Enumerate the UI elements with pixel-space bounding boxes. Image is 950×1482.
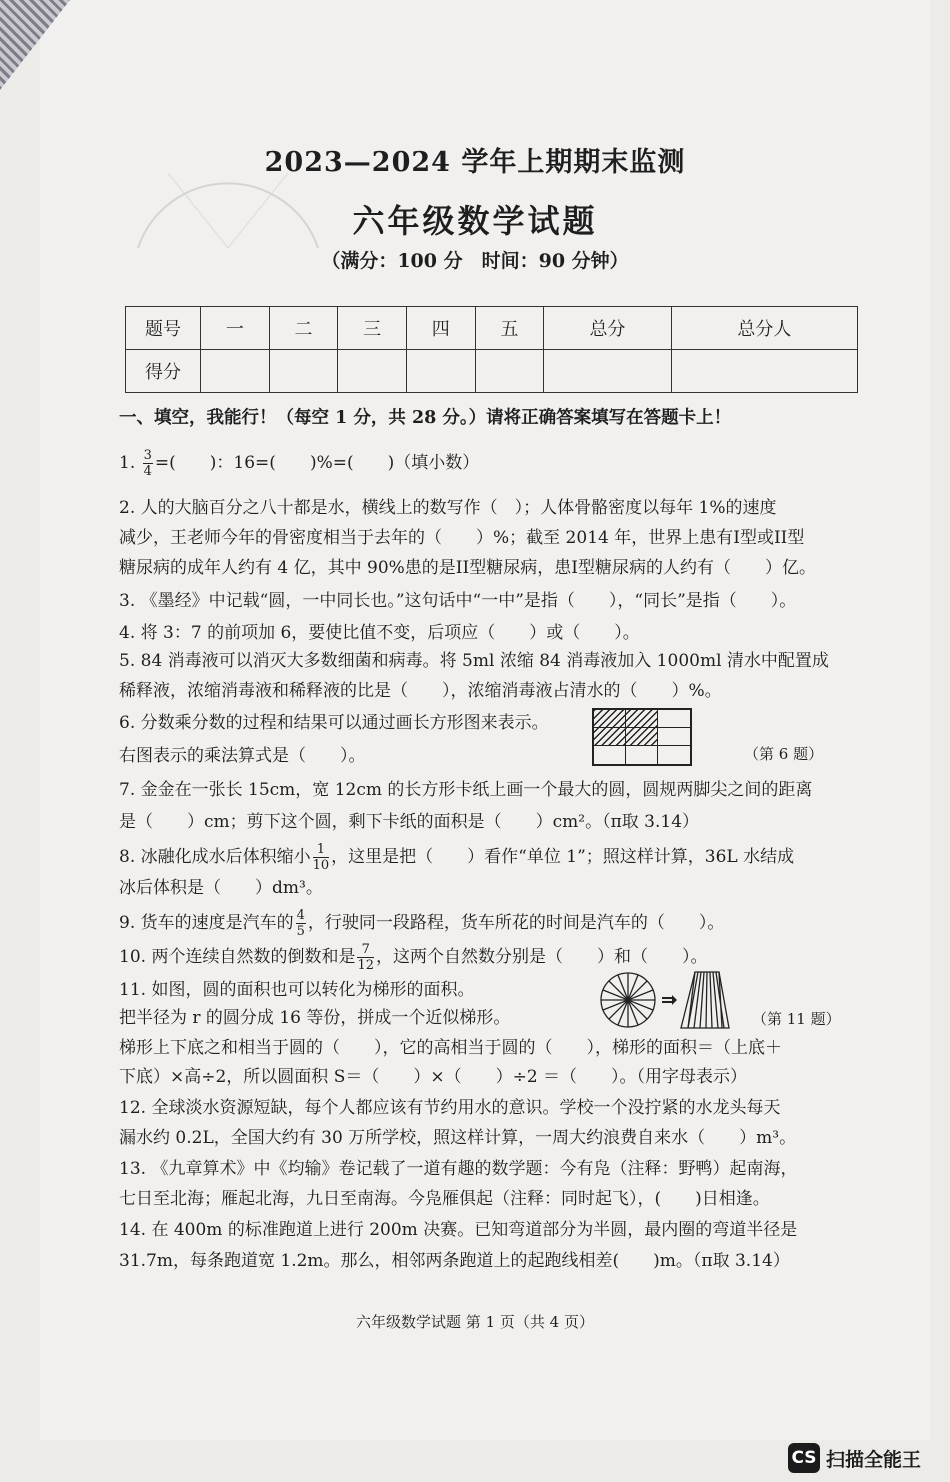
fraction-denominator: 10 bbox=[312, 858, 330, 873]
question-11-line-1: 11. 如图，圆的面积也可以转化为梯形的面积。 bbox=[119, 980, 475, 1000]
grid-line bbox=[625, 710, 626, 764]
grid-line bbox=[657, 710, 658, 764]
scanner-app-name: 扫描全能王 bbox=[826, 1448, 922, 1471]
question-3: 3. 《墨经》中记载“圆，一中同长也。”这句话中“一中”是指（ ），“同长”是指（ ）。 bbox=[119, 591, 797, 611]
camscanner-logo-icon: CS bbox=[788, 1443, 820, 1473]
exam-title-subject: 六年级数学试题 bbox=[352, 202, 598, 240]
question-number: 1. bbox=[119, 453, 136, 473]
question-11-line-4: 下底）×高÷2，所以圆面积 S＝（ ）×（ ）÷2 ＝（ ）。（用字母表示） bbox=[119, 1067, 748, 1087]
score-table-score-row bbox=[126, 350, 858, 393]
fraction-denominator: 4 bbox=[143, 464, 152, 479]
question-11-line-3: 梯形上下底之和相当于圆的（ ），它的高相当于圆的（ ），梯形的面积＝（上底＋ bbox=[119, 1038, 782, 1058]
fraction bbox=[143, 448, 153, 479]
sectored-circle bbox=[601, 973, 655, 1027]
question-5-line-1: 5. 84 消毒液可以消灭大多数细菌和病毒。将 5ml 浓缩 84 消毒液加入 1000ml 清水中配置成 bbox=[119, 651, 829, 671]
approximate-trapezoid bbox=[681, 972, 729, 1028]
question-7-line-1: 7. 金金在一张长 15cm，宽 12cm 的长方形卡纸上画一个最大的圆，圆规两脚尖之间的距离 bbox=[119, 780, 813, 800]
question-text: =( )：16=( )%=( )（填小数） bbox=[154, 453, 480, 473]
fraction bbox=[313, 842, 330, 873]
question-text: ，这两个自然数分别是（ ）和（ ）。 bbox=[376, 947, 708, 967]
circle-to-trapezoid-figure bbox=[598, 968, 748, 1034]
exam-info: （满分：100 分 时间：90 分钟） bbox=[321, 250, 629, 272]
fraction bbox=[296, 908, 306, 939]
score-cell: 一 bbox=[201, 307, 270, 350]
score-table bbox=[125, 306, 858, 393]
section-1-heading: 一、填空，我能行！（每空 1 分，共 28 分。）请将正确答案填写在答题卡上！ bbox=[119, 408, 732, 428]
score-entry bbox=[406, 350, 475, 393]
question-text: 9. 货车的速度是汽车的 bbox=[119, 913, 294, 933]
question-6-line-1: 6. 分数乘分数的过程和结果可以通过画长方形图来表示。 bbox=[119, 713, 549, 733]
question-7-line-2: 是（ ）cm；剪下这个圆，剩下卡纸的面积是（ ）cm²。（π取 3.14） bbox=[119, 812, 700, 832]
question-8-line-1 bbox=[119, 842, 794, 873]
fraction-numerator: 1 bbox=[313, 842, 330, 858]
exam-title-year: 2023—2024 学年上期期末监测 bbox=[264, 147, 686, 178]
score-cell: 四 bbox=[406, 307, 475, 350]
fraction-denominator: 5 bbox=[296, 924, 305, 939]
fraction-numerator: 7 bbox=[357, 942, 374, 958]
fraction-denominator: 12 bbox=[357, 958, 374, 973]
question-11-line-2: 把半径为 r 的圆分成 16 等份，拼成一个近似梯形。 bbox=[119, 1008, 511, 1028]
question-text: ，行驶同一段路程，货车所花的时间是汽车的（ ）。 bbox=[307, 913, 725, 933]
hatched-area bbox=[594, 710, 658, 746]
fraction bbox=[357, 942, 374, 973]
score-table-header-row bbox=[126, 307, 858, 350]
score-cell: 总分 bbox=[544, 307, 671, 350]
arrow-icon bbox=[662, 995, 677, 1005]
score-cell: 题号 bbox=[126, 307, 201, 350]
grid-line bbox=[594, 745, 690, 746]
score-entry bbox=[338, 350, 407, 393]
score-cell: 得分 bbox=[126, 350, 201, 393]
question-13-line-1: 13. 《九章算术》中《均输》卷记载了一道有趣的数学题：今有凫（注释：野鸭）起南海， bbox=[119, 1159, 798, 1179]
question-text: 10. 两个连续自然数的倒数和是 bbox=[119, 947, 356, 967]
question-text: 8. 冰融化成水后体积缩小 bbox=[119, 847, 311, 867]
score-entry bbox=[201, 350, 270, 393]
figure-11-caption: （第 11 题） bbox=[752, 1010, 841, 1028]
question-4: 4. 将 3：7 的前项加 6，要使比值不变，后项应（ ）或（ ）。 bbox=[119, 623, 640, 643]
fraction-numerator: 4 bbox=[296, 908, 305, 923]
question-9 bbox=[119, 908, 724, 939]
score-cell: 二 bbox=[269, 307, 338, 350]
grid-line bbox=[594, 727, 690, 728]
score-cell: 三 bbox=[338, 307, 407, 350]
score-entry bbox=[544, 350, 671, 393]
question-2-line-3: 糖尿病的成年人约有 4 亿，其中 90%患的是II型糖尿病，患I型糖尿病的人约有（ ）亿。 bbox=[119, 558, 816, 578]
scanner-watermark bbox=[788, 1441, 921, 1475]
question-14-line-2: 31.7m，每条跑道宽 1.2m。那么，相邻两条跑道上的起跑线相差( )m。（π取 3.14） bbox=[119, 1251, 790, 1271]
question-12-line-1: 12. 全球淡水资源短缺，每个人都应该有节约用水的意识。学校一个没拧紧的水龙头每天 bbox=[119, 1098, 781, 1118]
question-14-line-1: 14. 在 400m 的标准跑道上进行 200m 决赛。已知弯道部分为半圆，最内圈的弯道半径是 bbox=[119, 1220, 798, 1240]
fraction-numerator: 3 bbox=[143, 448, 152, 463]
question-13-line-2: 七日至北海；雁起北海，九日至南海。今凫雁俱起（注释：同时起飞），( )日相逢。 bbox=[119, 1189, 770, 1209]
question-6-line-2: 右图表示的乘法算式是（ ）。 bbox=[119, 746, 366, 766]
question-5-line-2: 稀释液，浓缩消毒液和稀释液的比是（ ），浓缩消毒液占清水的（ ）%。 bbox=[119, 681, 722, 701]
score-entry bbox=[269, 350, 338, 393]
score-entry bbox=[671, 350, 857, 393]
question-1 bbox=[119, 448, 479, 479]
question-2-line-2: 减少，王老师今年的骨密度相当于去年的（ ）%；截至 2014 年，世界上患有I型或II型 bbox=[119, 528, 805, 548]
page-footer: 六年级数学试题 第 1 页（共 4 页） bbox=[356, 1313, 594, 1331]
question-text: ，这里是把（ ）看作“单位 1”；照这样计算，36L 水结成 bbox=[331, 847, 795, 867]
question-12-line-2: 漏水约 0.2L，全国大约有 30 万所学校，照这样计算，一周大约浪费自来水（ ）m³。 bbox=[119, 1128, 797, 1148]
score-entry bbox=[475, 350, 544, 393]
question-2-line-1: 2. 人的大脑百分之八十都是水，横线上的数写作（ ）；人体骨骼密度以每年 1%的速度 bbox=[119, 498, 777, 518]
rectangle-fraction-figure bbox=[592, 708, 692, 766]
score-cell: 五 bbox=[475, 307, 544, 350]
question-8-line-2: 冰后体积是（ ）dm³。 bbox=[119, 878, 323, 898]
figure-6-caption: （第 6 题） bbox=[744, 745, 824, 763]
score-cell: 总分人 bbox=[671, 307, 857, 350]
